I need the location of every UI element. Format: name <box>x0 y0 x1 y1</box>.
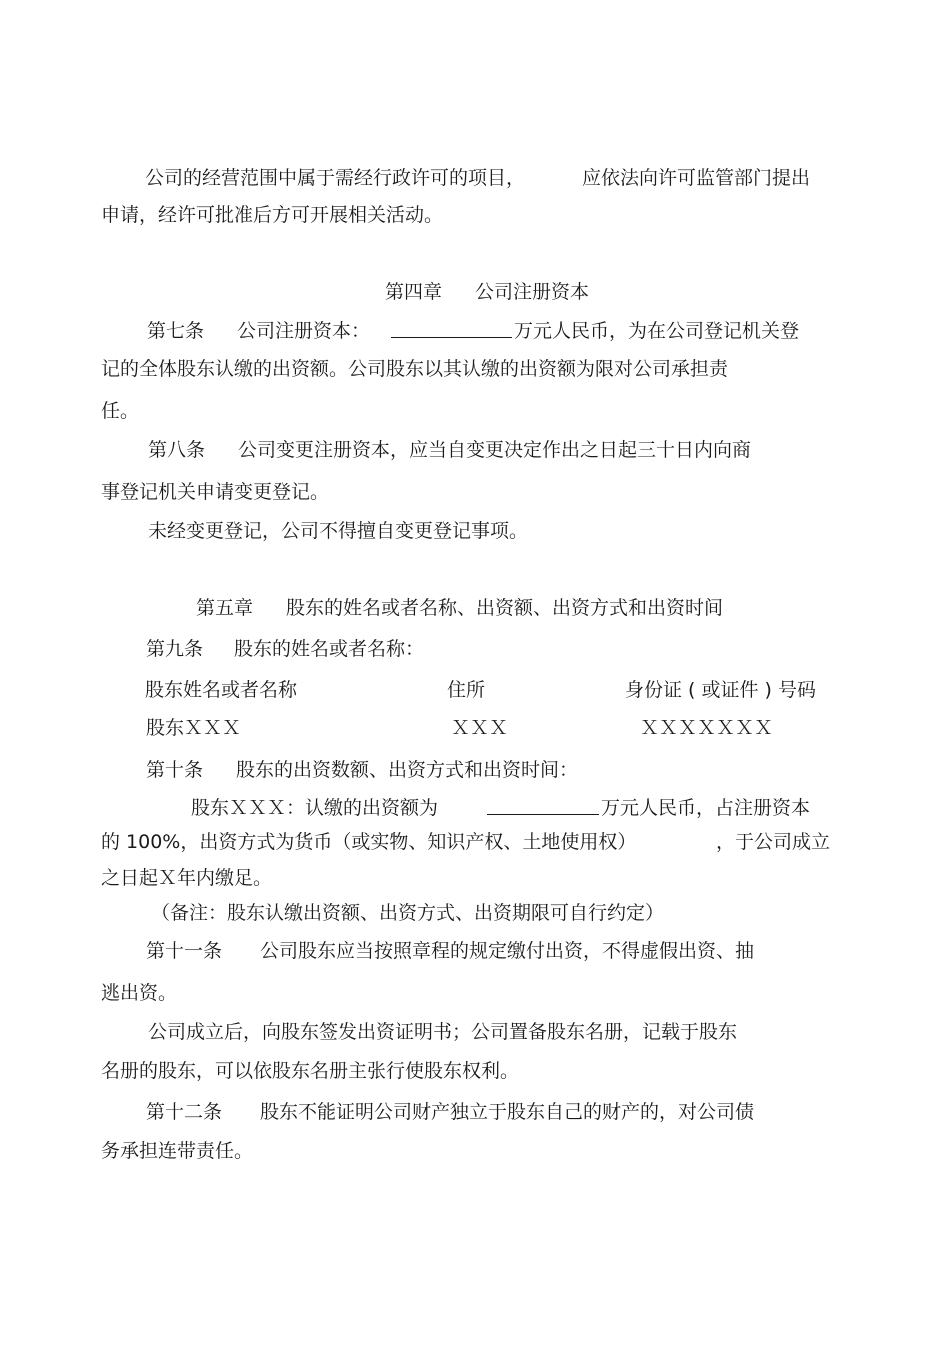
article-8-number: 第八条 <box>148 439 206 461</box>
article-7-text-after-blank: 万元人民币，为在公司登记机关登 <box>514 320 800 342</box>
article-7-line-3: 任。 <box>101 400 140 422</box>
table-header-address: 住所 <box>447 679 486 701</box>
article-9-number: 第九条 <box>146 638 204 660</box>
scope-text-line-1a: 公司的经营范围中属于需经行政许可的项目， <box>145 167 526 189</box>
chapter-4-number: 第四章 <box>385 281 443 303</box>
table-cell-id: ＸＸＸＸＸＸＸ <box>640 717 774 739</box>
article-12-number: 第十二条 <box>146 1101 223 1123</box>
article-8-text: 公司变更注册资本，应当自变更决定作出之日起三十日内向商 <box>238 439 752 461</box>
article-7-line-2: 记的全体股东认缴的出资额。公司股东以其认缴的出资额为限对公司承担责 <box>101 358 729 380</box>
article-8-line-3: 未经变更登记，公司不得擅自变更登记事项。 <box>148 520 529 542</box>
article-7-number: 第七条 <box>147 320 205 342</box>
article-8-line-2: 事登记机关申请变更登记。 <box>101 481 330 503</box>
scope-text-line-2: 申请，经许可批准后方可开展相关活动。 <box>101 204 444 226</box>
article-10-contribution-a: 股东ＸＸＸ：认缴的出资额为 <box>191 797 439 819</box>
article-10-line-3: 之日起Ｘ年内缴足。 <box>101 867 273 889</box>
article-12-text: 股东不能证明公司财产独立于股东自己的财产的，对公司债 <box>260 1101 755 1123</box>
chapter-4-title: 公司注册资本 <box>475 281 590 303</box>
article-10-line-2b: ，于公司成立 <box>716 831 831 853</box>
scope-text-line-1b: 应依法向许可监管部门提出 <box>582 167 811 189</box>
table-cell-address: ＸＸＸ <box>451 717 509 739</box>
article-12-line-2: 务承担连带责任。 <box>101 1140 254 1162</box>
article-10-amount-blank <box>487 796 599 821</box>
article-7-capital-blank <box>391 319 512 344</box>
article-11-para-2-line-2: 名册的股东，可以依股东名册主张行使股东权利。 <box>101 1060 520 1082</box>
article-11-number: 第十一条 <box>146 940 223 962</box>
table-header-id: 身份证 ( 或证件 ) 号码 <box>625 679 816 701</box>
article-11-text: 公司股东应当按照章程的规定缴付出资，不得虚假出资、抽 <box>260 940 755 962</box>
article-11-line-2: 逃出资。 <box>101 982 178 1004</box>
chapter-5-title: 股东的姓名或者名称、出资额、出资方式和出资时间 <box>286 597 724 619</box>
article-10-line-2a: 的 100%，出资方式为货币（或实物、知识产权、土地使用权） <box>101 831 637 853</box>
chapter-5-number: 第五章 <box>196 597 254 619</box>
article-7-label: 公司注册资本： <box>237 320 371 342</box>
table-cell-name: 股东ＸＸＸ <box>146 717 242 739</box>
article-10-contribution-b: 万元人民币，占注册资本 <box>601 797 811 819</box>
article-10-note: （备注：股东认缴出资额、出资方式、出资期限可自行约定） <box>151 902 665 924</box>
article-9-text: 股东的姓名或者名称： <box>234 638 425 660</box>
article-11-para-2-line-1: 公司成立后，向股东签发出资证明书；公司置备股东名册，记载于股东 <box>148 1021 738 1043</box>
table-header-name: 股东姓名或者名称 <box>145 679 298 701</box>
article-10-text: 股东的出资数额、出资方式和出资时间： <box>236 759 579 781</box>
article-10-number: 第十条 <box>146 759 204 781</box>
